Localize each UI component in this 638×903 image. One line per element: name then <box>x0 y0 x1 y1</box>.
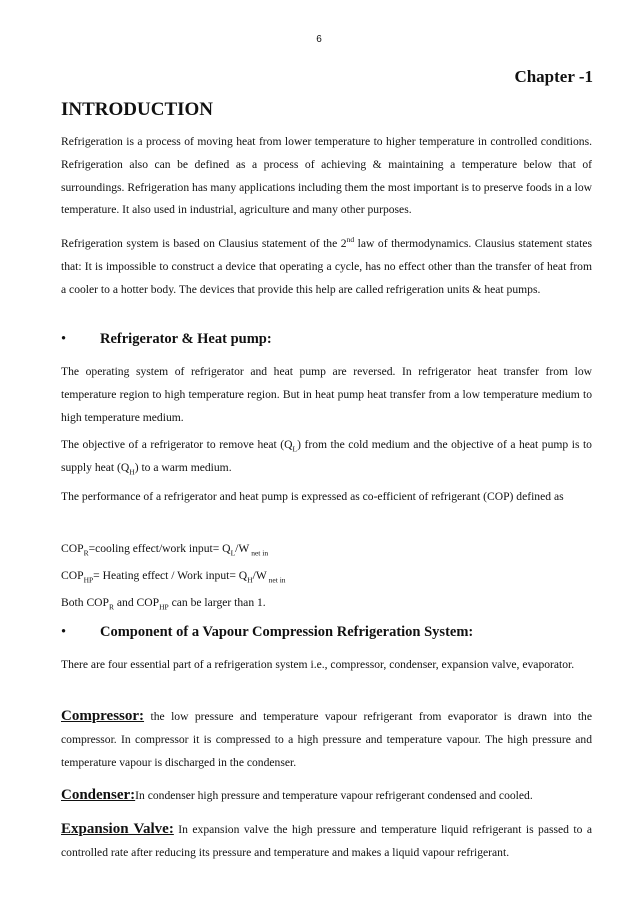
f1-c: /W <box>235 542 250 555</box>
f1-sub3: net in <box>249 548 269 558</box>
f1-sub: R <box>83 548 89 558</box>
f3-sub: R <box>109 602 115 612</box>
f3-b: and COP <box>114 596 160 609</box>
f2-sub2: H <box>247 575 253 585</box>
formula-both-cop <box>61 592 592 615</box>
f3-a: Both COP <box>61 596 109 609</box>
refrigerator-paragraph-3: The performance of a refrigerator and heat pump is expressed as co-efficient of refrigerant (COP) defined as <box>61 490 564 503</box>
compressor-text: the low pressure and temperature vapour refrigerant from evaporator is drawn into the compressor. In compressor it is compressed to a high pressure and temperature vapour. The high pressure and temperature vapour is discharged in the condenser. <box>61 710 592 769</box>
r-p2-a: The objective of a refrigerator to remove heat (Q <box>61 438 293 451</box>
page-title: INTRODUCTION <box>61 99 214 120</box>
expansion-text: In expansion valve the high pressure and temperature liquid refrigerant is passed to a controlled rate after reducing its pressure and temperature and makes a liquid vapour refrigerant. <box>61 823 593 859</box>
f2-sub3: net in <box>266 575 286 585</box>
compressor-term: Compressor: <box>61 708 145 724</box>
r-p2-sub2: H <box>129 467 135 477</box>
condenser-text: In condenser high pressure and temperature vapour refrigerant condensed and cooled. <box>135 789 533 802</box>
bullet-icon: • <box>61 624 67 640</box>
components-paragraph: There are four essential part of a refrigeration system i.e., compressor, condenser, expansion valve, evaporator. <box>61 658 575 671</box>
r-p2-sub1: L <box>292 444 298 454</box>
intro-p2-before: Refrigeration system is based on Clausius statement of the 2 <box>61 237 347 250</box>
r-p2-b: ) from the cold medium and the objective of a heat pump is to supply heat (Q <box>61 438 592 474</box>
intro-p2-sup: nd <box>346 235 355 245</box>
f2-b: = Heating effect / Work input= Q <box>93 569 248 582</box>
chapter-label: Chapter -1 <box>514 67 593 86</box>
intro-paragraph-1: Refrigeration is a process of moving heat from lower temperature to higher temperature in controlled conditions. Refrigeration also can be defined as a process of achieving & maintaining a temperature below that of surroundings. Refrigeration has many applications including them the most important is to preserve foods in a low temperature. It also used in industrial, agriculture and many other purposes. <box>61 135 592 217</box>
intro-paragraph-2 <box>61 233 592 301</box>
section-heading-refrigerator <box>61 331 272 348</box>
bullet-icon: • <box>61 331 67 347</box>
page-number: 6 <box>316 34 322 45</box>
formula-cop-hp <box>61 565 592 588</box>
f1-b: =cooling effect/work input= Q <box>88 542 231 555</box>
refrigerator-paragraph-1: The operating system of refrigerator and heat pump are reversed. In refrigerator heat transfer from low temperature region to high temperature region. But in heat pump heat transfer from a low temperature medium to high temperature medium. <box>61 365 592 424</box>
compressor-paragraph <box>61 705 592 774</box>
expansion-term: Expansion Valve: <box>61 821 174 837</box>
intro-p2-after: law of thermodynamics. Clausius statement states that: It is impossible to construct a device that operating a cycle, has no effect other than the transfer of heat from a cooler to a hotter body. The devices that provide this help are called refrigeration units & heat pumps. <box>61 237 592 296</box>
f2-a: COP <box>61 569 84 582</box>
condenser-term: Condenser: <box>61 787 136 803</box>
f2-c: /W <box>252 569 267 582</box>
f1-sub2: L <box>230 548 236 558</box>
section-heading-text: Refrigerator & Heat pump: <box>100 331 272 347</box>
formula-cop-r <box>61 538 592 561</box>
condenser-paragraph <box>61 784 592 808</box>
section-heading-text: Component of a Vapour Compression Refrigeration System: <box>100 624 474 640</box>
expansion-paragraph <box>61 818 592 865</box>
f1-a: COP <box>61 542 84 555</box>
f3-sub2: HP <box>159 602 169 612</box>
section-heading-components <box>61 624 473 641</box>
refrigerator-paragraph-2 <box>61 434 592 480</box>
f2-sub: HP <box>83 575 94 585</box>
f3-c: can be larger than 1. <box>168 596 266 609</box>
r-p2-c: ) to a warm medium. <box>134 460 232 474</box>
